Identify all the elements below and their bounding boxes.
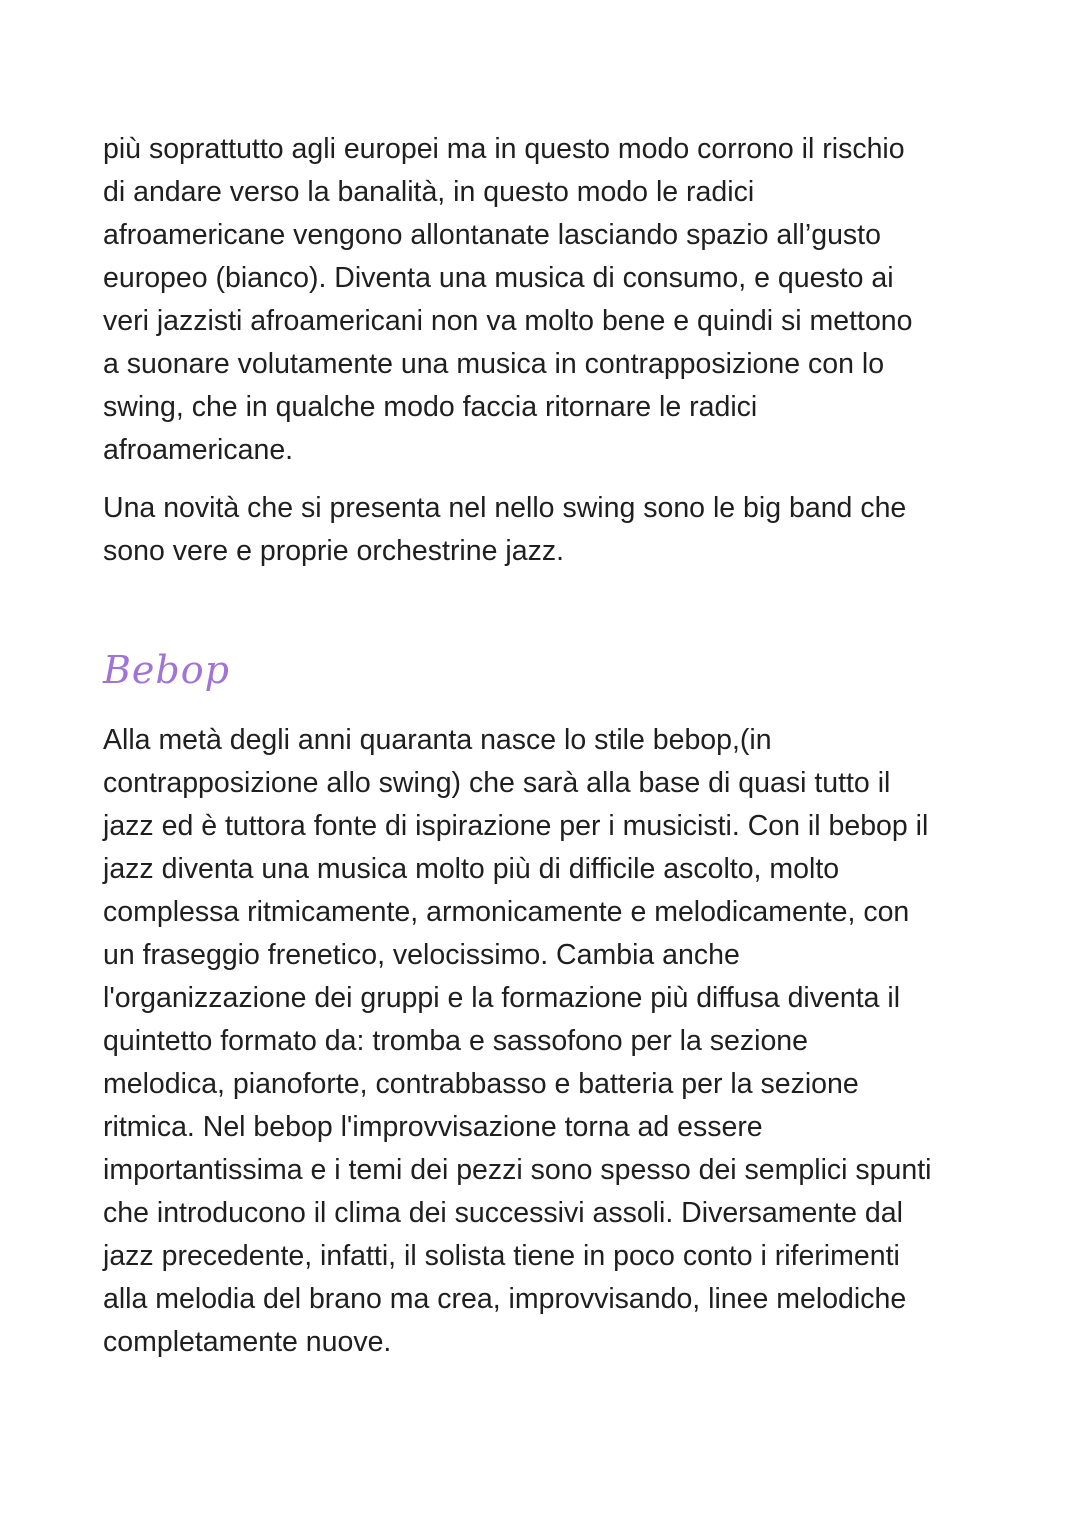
text-line: complessa ritmicamente, armonicamente e melodicamente, con — [103, 896, 910, 928]
text-line: afroamericane vengono allontanate lasciando spazio all’gusto — [103, 219, 881, 251]
text-line: quintetto formato da: tromba e sassofono per la sezione — [103, 1025, 808, 1057]
text-line: a suonare volutamente una musica in contrapposizione con lo — [103, 348, 885, 380]
text-line: jazz ed è tuttora fonte di ispirazione per i musicisti. Con il bebop il — [103, 810, 929, 842]
text-line: jazz precedente, infatti, il solista tiene in poco conto i riferimenti — [103, 1240, 900, 1272]
text-line: un fraseggio frenetico, velocissimo. Cambia anche — [103, 939, 740, 971]
text-line: l'organizzazione dei gruppi e la formazione più diffusa diventa il — [103, 982, 901, 1014]
text-line: Una novità che si presenta nel nello swing sono le big band che — [103, 492, 907, 524]
text-line: di andare verso la banalità, in questo modo le radici — [103, 176, 755, 208]
text-line: afroamericane. — [103, 434, 294, 466]
text-line: swing, che in qualche modo faccia ritornare le radici — [103, 391, 758, 423]
text-line: alla melodia del brano ma crea, improvvisando, linee melodiche — [103, 1283, 907, 1315]
text-line: veri jazzisti afroamericani non va molto bene e quindi si mettono — [103, 305, 913, 337]
text-line: Alla metà degli anni quaranta nasce lo stile bebop,(in — [103, 724, 772, 756]
text-line: importantissima e i temi dei pezzi sono spesso dei semplici spunti — [103, 1154, 932, 1186]
paragraph-bebop — [103, 719, 993, 1364]
text-line: contrapposizione allo swing) che sarà alla base di quasi tutto il — [103, 767, 891, 799]
text-line: ritmica. Nel bebop l'improvvisazione torna ad essere — [103, 1111, 763, 1143]
text-line: europeo (bianco). Diventa una musica di consumo, e questo ai — [103, 262, 894, 294]
paragraph-big-band — [103, 487, 993, 573]
text-line: jazz diventa una musica molto più di difficile ascolto, molto — [103, 853, 840, 885]
text-line: completamente nuove. — [103, 1326, 392, 1358]
section-heading-bebop: Bebop — [103, 648, 230, 692]
text-line: melodica, pianoforte, contrabbasso e batteria per la sezione — [103, 1068, 859, 1100]
text-line: più soprattutto agli europei ma in questo modo corrono il rischio — [103, 133, 905, 165]
paragraph-swing-commercialization — [103, 128, 993, 472]
text-line: che introducono il clima dei successivi assoli. Diversamente dal — [103, 1197, 903, 1229]
text-line: sono vere e proprie orchestrine jazz. — [103, 535, 564, 567]
